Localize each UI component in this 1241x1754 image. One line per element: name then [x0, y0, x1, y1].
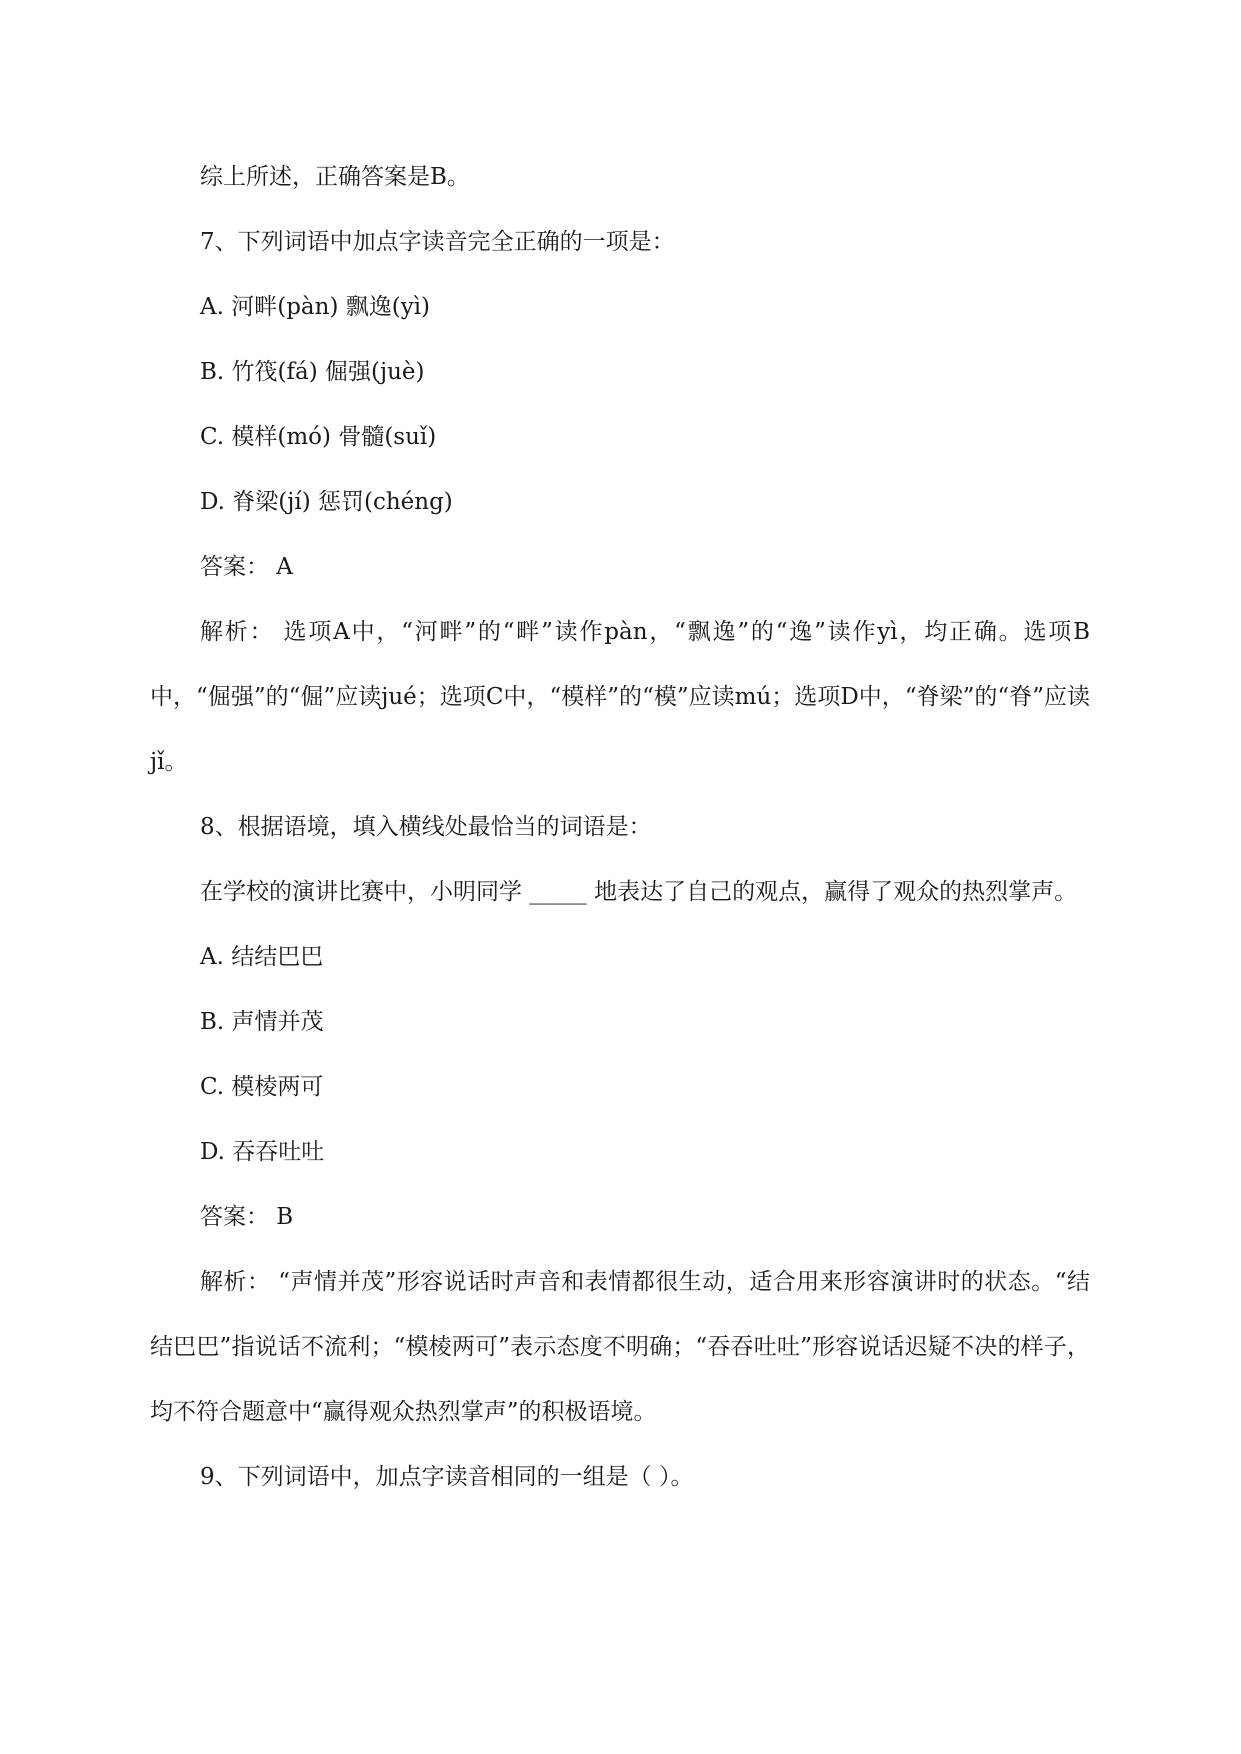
question-7-option-b: B. 竹筏(fá) 倔强(juè)	[200, 359, 425, 385]
question-8-analysis: 解析： “声情并茂”形容说话时声音和表情都很生动，适合用来形容演讲时的状态。“结结巴巴”指说话不流利；“模棱两可”表示态度不明确；“吞吞吐吐”形容说话迟疑不决的样子，均不符合题意中“赢得观众热烈掌声”的积极语境。	[150, 1269, 1090, 1425]
question-9-stem: 9、下列词语中，加点字读音相同的一组是（ ）。	[200, 1464, 694, 1490]
question-8-option-c: C. 模棱两可	[200, 1074, 324, 1100]
question-7-answer: 答案： A	[200, 554, 293, 580]
question-7-option-d: D. 脊梁(jí) 惩罚(chéng)	[200, 489, 453, 515]
question-7-analysis: 解析： 选项A中，“河畔”的“畔”读作pàn，“飘逸”的“逸”读作yì，均正确。选项B中，“倔强”的“倔”应读jué；选项C中，“模样”的“模”应读mú；选项D中，“脊梁”的“脊”应读jǐ。	[150, 619, 1090, 775]
summary-line: 综上所述，正确答案是B。	[200, 164, 470, 190]
question-8-sentence: 在学校的演讲比赛中，小明同学 _____ 地表达了自己的观点，赢得了观众的热烈掌声。	[200, 879, 1078, 905]
question-7-option-c: C. 模样(mó) 骨髓(suǐ)	[200, 424, 437, 450]
question-8-stem: 8、根据语境，填入横线处最恰当的词语是：	[200, 814, 652, 840]
question-8-option-b: B. 声情并茂	[200, 1009, 324, 1035]
document-page	[150, 145, 1090, 1510]
question-8-option-d: D. 吞吞吐吐	[200, 1139, 325, 1165]
question-8-answer: 答案： B	[200, 1204, 294, 1230]
question-8-option-a: A. 结结巴巴	[200, 944, 324, 970]
question-7-stem: 7、下列词语中加点字读音完全正确的一项是：	[200, 229, 675, 255]
question-7-option-a: A. 河畔(pàn) 飘逸(yì)	[200, 294, 431, 320]
